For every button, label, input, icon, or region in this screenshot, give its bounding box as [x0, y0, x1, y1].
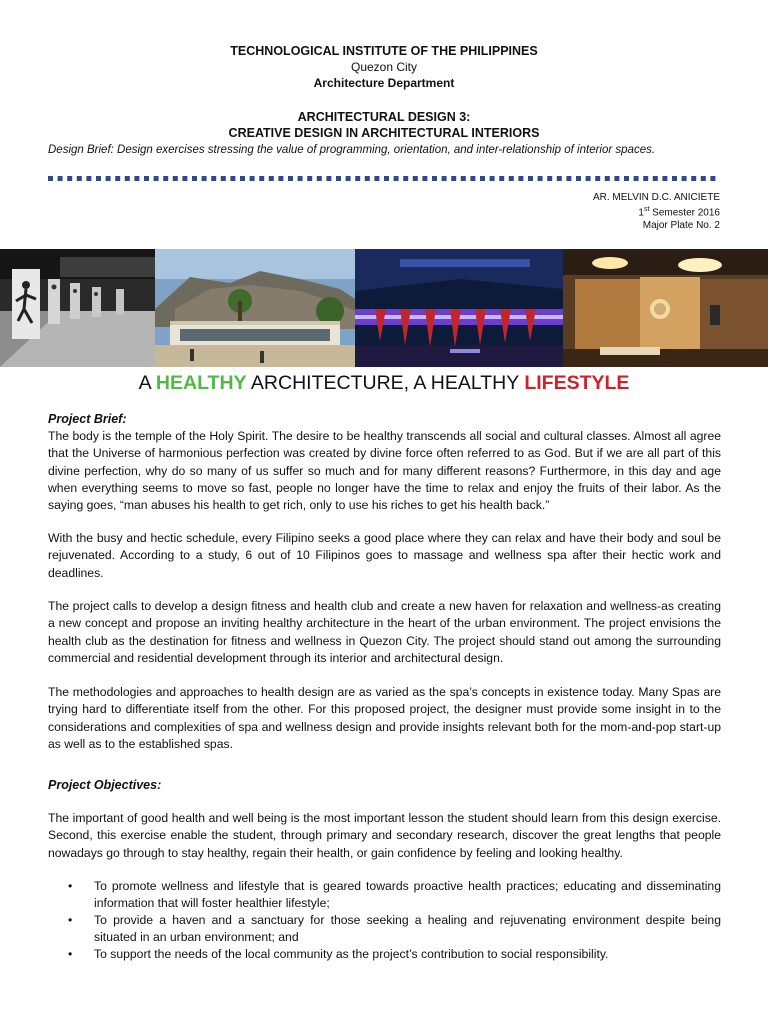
- divider-dot: [480, 176, 485, 181]
- divider-dot: [221, 176, 226, 181]
- spa-lounge-photo: [563, 249, 768, 367]
- brief-paragraph-1: The body is the temple of the Holy Spirit. The desire to be healthy transcends all social and cultural classes. Almost all agree that the Universe of harmonious perfection was created by divine force often referred to as God. But if we are all part of this divine perfection, why do so many of us suffer so much and for many different reasons? Furthermore, in this day and age when everything seems to move so fast, people no longer have the time to relax and enjoy the fruits of their labor. As the saying goes, “man abuses his health to get rich, only to use his riches to get his health back.”: [48, 429, 721, 513]
- divider-dot: [653, 176, 658, 181]
- divider-dot: [211, 176, 216, 181]
- divider-dot: [442, 176, 447, 181]
- divider-dot: [691, 176, 696, 181]
- divider-dot: [240, 176, 245, 181]
- gym-interior-photo: [0, 249, 155, 367]
- title-part-a: A: [138, 372, 156, 394]
- project-objectives-heading: Project Objectives:: [48, 778, 162, 792]
- divider-dot: [461, 176, 466, 181]
- semester-label: [638, 206, 720, 218]
- divider-dot: [672, 176, 677, 181]
- divider-dot: [182, 176, 187, 181]
- divider-dot: [346, 176, 351, 181]
- divider-dot: [624, 176, 629, 181]
- main-title: [0, 372, 768, 395]
- divider-dot: [595, 176, 600, 181]
- list-item: [48, 878, 721, 912]
- objectives-list: [48, 878, 721, 963]
- divider-dot: [298, 176, 303, 181]
- title-lifestyle: LIFESTYLE: [524, 372, 630, 394]
- design-brief: Design Brief: Design exercises stressing the value of programming, orientation, and inter-relationship of interior spaces.: [48, 144, 656, 156]
- semester-number: 1: [638, 207, 644, 219]
- photo-strip: [0, 249, 768, 367]
- bullet-icon: •: [68, 879, 73, 893]
- divider-dot: [163, 176, 168, 181]
- divider-dot: [470, 176, 475, 181]
- divider-dot: [67, 176, 72, 181]
- divider-dot: [326, 176, 331, 181]
- bullet-icon: •: [68, 913, 73, 927]
- divider-dot: [317, 176, 322, 181]
- divider-dot: [307, 176, 312, 181]
- semester-ordinal: st: [643, 206, 650, 213]
- divider-dot: [288, 176, 293, 181]
- semester-text: Semester 2016: [649, 207, 720, 219]
- objectives-intro: The important of good health and well being is the most important lesson the student should learn from this design exercise. Second, this exercise enable the student, through primary and secondary research, discover the great lengths that people nowadays go through to stay healthy, regain their health, or gain confidence by feeling and looking healthy.: [48, 811, 721, 860]
- divider-dot: [384, 176, 389, 181]
- title-healthy: HEALTHY: [155, 372, 247, 394]
- institute-name: TECHNOLOGICAL INSTITUTE OF THE PHILIPPINES: [230, 44, 538, 58]
- divider-dot: [643, 176, 648, 181]
- divider-dot: [538, 176, 543, 181]
- divider-dot: [365, 176, 370, 181]
- bullet-icon: •: [68, 947, 73, 961]
- institute-city: Quezon City: [350, 60, 418, 74]
- objective-text: To provide a haven and a sanctuary for those seeking a healing and rejuvenating environment despite being situated in an urban environment; and: [94, 913, 721, 944]
- list-item: [48, 946, 721, 963]
- title-part-b: ARCHITECTURE, A HEALTHY: [246, 372, 525, 394]
- divider-dot: [115, 176, 120, 181]
- objective-text: To promote wellness and lifestyle that is geared towards proactive health practices; educating and disseminating information that will foster healthier lifestyle;: [94, 879, 721, 910]
- divider-dot: [413, 176, 418, 181]
- plate-number: Major Plate No. 2: [642, 220, 720, 231]
- divider-dot: [710, 176, 715, 181]
- divider-dot: [605, 176, 610, 181]
- divider-dot: [451, 176, 456, 181]
- brief-paragraph-4: The methodologies and approaches to health design are as varied as the spa’s concepts in existence today. Many Spas are trying hard to differentiate itself from the other. For this proposed project, the designer must provide some insight in to the considerations and complexities of spa and wellness design and provide insights relevant both for the mom-and-pop start-up as well as to the established spas.: [48, 685, 721, 751]
- divider-dot: [682, 176, 687, 181]
- divider-dot: [336, 176, 341, 181]
- divider-dot: [259, 176, 264, 181]
- instructor-name: AR. MELVIN D.C. ANICIETE: [592, 192, 720, 203]
- brief-paragraph-2: With the busy and hectic schedule, every Filipino seeks a good place where they can relax and have their body and soul be rejuvenated. According to a study, 6 out of 10 Filipinos goes to massage and wellness spa after their hectic work and deadlines.: [48, 531, 721, 580]
- brief-paragraph-3: The project calls to develop a design fitness and health club and create a new haven for relaxation and wellness-as creating a new concept and propose an inviting healthy architecture in the heart of the urban environment. The project envisions the health club as the destination for fitness and wellness in Quezon City. The project should stand out among the surrounding commercial and residential development through its interior and architectural design.: [48, 599, 721, 665]
- divider-dot: [192, 176, 197, 181]
- building-exterior-photo: [155, 249, 355, 367]
- divider-dot: [106, 176, 111, 181]
- divider-dot: [394, 176, 399, 181]
- course-title: ARCHITECTURAL DESIGN 3:: [297, 110, 471, 124]
- divider-dot: [509, 176, 514, 181]
- divider-dot: [662, 176, 667, 181]
- divider-dot: [576, 176, 581, 181]
- objective-text: To support the needs of the local community as the project’s contribution to social responsibility.: [94, 947, 609, 961]
- divider-dot: [547, 176, 552, 181]
- divider-dot: [614, 176, 619, 181]
- list-item: [48, 912, 721, 946]
- divider-dot: [278, 176, 283, 181]
- divider-dot: [355, 176, 360, 181]
- divider-dot: [269, 176, 274, 181]
- divider-dot: [403, 176, 408, 181]
- divider-dot: [96, 176, 101, 181]
- divider-dot: [374, 176, 379, 181]
- divider-dot: [586, 176, 591, 181]
- divider-dot: [518, 176, 523, 181]
- project-brief-heading: Project Brief:: [48, 412, 127, 426]
- divider-dot: [125, 176, 130, 181]
- divider-dot: [144, 176, 149, 181]
- department-name: Architecture Department: [313, 76, 455, 90]
- divider-dot: [173, 176, 178, 181]
- divider-dot: [432, 176, 437, 181]
- divider-dot: [566, 176, 571, 181]
- divider-dot: [557, 176, 562, 181]
- divider-dot: [230, 176, 235, 181]
- divider-dot: [58, 176, 63, 181]
- divider-dot: [134, 176, 139, 181]
- divider-dot: [86, 176, 91, 181]
- divider-dot: [422, 176, 427, 181]
- divider-dot: [701, 176, 706, 181]
- divider-dot: [154, 176, 159, 181]
- divider-dot: [634, 176, 639, 181]
- divider-dot: [202, 176, 207, 181]
- dotted-divider: [48, 176, 720, 182]
- divider-dot: [528, 176, 533, 181]
- course-subtitle: CREATIVE DESIGN IN ARCHITECTURAL INTERIORS: [228, 126, 540, 140]
- divider-dot: [499, 176, 504, 181]
- aerial-yoga-studio-photo: [355, 249, 563, 367]
- divider-dot: [250, 176, 255, 181]
- divider-dot: [48, 176, 53, 181]
- divider-dot: [77, 176, 82, 181]
- divider-dot: [490, 176, 495, 181]
